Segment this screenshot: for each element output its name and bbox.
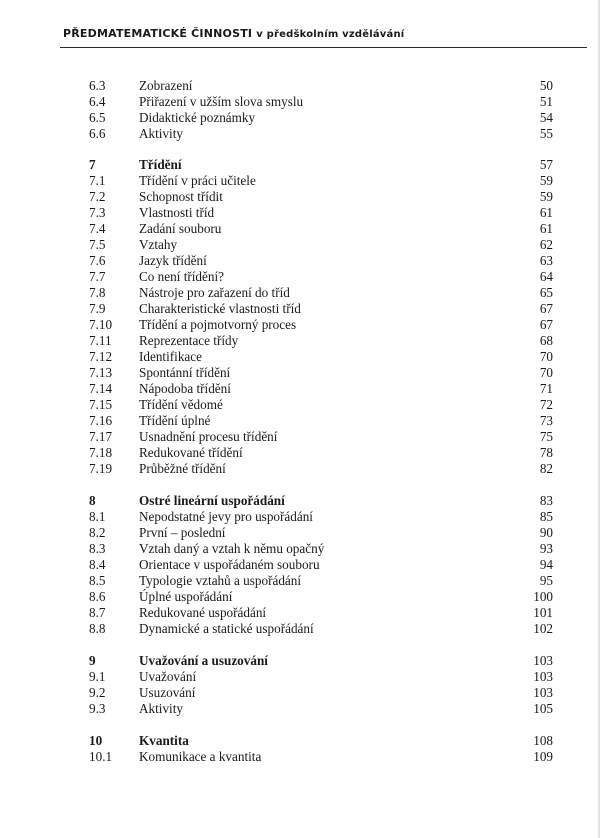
toc-number: 7.5 xyxy=(89,237,106,252)
toc-row xyxy=(0,269,600,285)
toc-page-number: 73 xyxy=(539,413,553,428)
toc-row xyxy=(0,669,600,685)
toc-number: 6.4 xyxy=(89,94,106,109)
toc-number: 8.4 xyxy=(89,557,106,572)
toc-chapter-row xyxy=(0,157,600,173)
toc-page-number: 63 xyxy=(539,253,553,268)
toc-number: 7.10 xyxy=(89,317,113,332)
toc-row xyxy=(0,509,600,525)
toc-chapter-row xyxy=(0,493,600,509)
toc-title: Třídění a pojmotvorný proces xyxy=(139,317,297,332)
toc-page-number: 61 xyxy=(539,221,553,236)
toc-page-number: 78 xyxy=(539,445,553,460)
toc-page-number: 109 xyxy=(533,749,553,764)
toc-title: Ostré lineární uspořádání xyxy=(139,493,285,508)
toc-row xyxy=(0,749,600,765)
toc-page-number: 57 xyxy=(539,157,553,172)
toc-title: Redukované třídění xyxy=(139,445,243,460)
toc-title: Vztahy xyxy=(139,237,178,252)
toc-row xyxy=(0,285,600,301)
toc-number: 7 xyxy=(89,157,96,172)
toc-row xyxy=(0,557,600,573)
toc-number: 7.11 xyxy=(89,333,112,348)
toc-number: 10.1 xyxy=(89,749,113,764)
toc-page-number: 101 xyxy=(533,605,553,620)
toc-row xyxy=(0,605,600,621)
toc-number: 9.2 xyxy=(89,685,106,700)
toc-page-number: 103 xyxy=(533,685,553,700)
toc-title: Vlastnosti tříd xyxy=(139,205,215,220)
toc-row xyxy=(0,685,600,701)
toc-number: 8.7 xyxy=(89,605,106,620)
toc-title: Zadání souboru xyxy=(139,221,222,236)
toc-number: 7.12 xyxy=(89,349,113,364)
toc-number: 7.3 xyxy=(89,205,106,220)
toc-number: 8.2 xyxy=(89,525,106,540)
toc-title: Přiřazení v užším slova smyslu xyxy=(139,94,304,109)
toc-number: 7.4 xyxy=(89,221,106,236)
toc-title: Identifikace xyxy=(139,349,202,364)
toc-title: Schopnost třídit xyxy=(139,189,223,204)
toc-number: 9.3 xyxy=(89,701,106,716)
toc-page-number: 82 xyxy=(539,461,553,476)
toc-page-number: 93 xyxy=(539,541,553,556)
toc-row xyxy=(0,413,600,429)
toc-page-number: 65 xyxy=(539,285,553,300)
toc-number: 7.19 xyxy=(89,461,113,476)
toc-title: Nepodstatné jevy pro uspořádání xyxy=(139,509,313,524)
toc-number: 9.1 xyxy=(89,669,106,684)
toc-number: 6.3 xyxy=(89,78,106,93)
toc-row xyxy=(0,573,600,589)
toc-number: 8.3 xyxy=(89,541,106,556)
toc-row xyxy=(0,589,600,605)
toc-title: Kvantita xyxy=(139,733,189,748)
toc-number: 6.6 xyxy=(89,126,106,141)
toc-title: Jazyk třídění xyxy=(139,253,207,268)
toc-number: 7.1 xyxy=(89,173,106,188)
toc-page-number: 103 xyxy=(533,653,553,668)
toc-number: 7.18 xyxy=(89,445,113,460)
toc-page-number: 67 xyxy=(539,301,553,316)
toc-title: Spontánní třídění xyxy=(139,365,231,380)
toc-row xyxy=(0,253,600,269)
toc-page-number: 72 xyxy=(539,397,553,412)
header-title-rest: v předškolním vzdělávání xyxy=(256,29,405,40)
toc-title: Vztah daný a vztah k němu opačný xyxy=(139,541,325,556)
toc-row xyxy=(0,381,600,397)
toc-title: Usnadnění procesu třídění xyxy=(139,429,278,444)
toc-row xyxy=(0,173,600,189)
toc-title: Dynamické a statické uspořádání xyxy=(139,621,314,636)
toc-row xyxy=(0,365,600,381)
toc-title: Třídění xyxy=(139,157,182,172)
toc-page-number: 105 xyxy=(533,701,553,716)
toc-number: 8.1 xyxy=(89,509,106,524)
toc-title: Aktivity xyxy=(139,126,183,141)
toc-page-number: 64 xyxy=(539,269,553,284)
toc-number: 7.8 xyxy=(89,285,106,300)
toc-number: 7.9 xyxy=(89,301,106,316)
toc-page-number: 59 xyxy=(539,189,553,204)
toc-chapter-row xyxy=(0,733,600,749)
toc-title: Třídění vědomé xyxy=(139,397,223,412)
toc-number: 8 xyxy=(89,493,96,508)
toc-page-number: 61 xyxy=(539,205,553,220)
toc-row xyxy=(0,126,600,142)
toc-page-number: 70 xyxy=(539,365,553,380)
toc-title: Komunikace a kvantita xyxy=(139,749,262,764)
toc-number: 8.6 xyxy=(89,589,106,604)
toc-title: Orientace v uspořádaném souboru xyxy=(139,557,320,572)
toc-page-number: 100 xyxy=(533,589,553,604)
toc-title: První – poslední xyxy=(139,525,226,540)
toc-page-number: 108 xyxy=(533,733,553,748)
toc-number: 7.7 xyxy=(89,269,106,284)
toc-title: Redukované uspořádání xyxy=(139,605,267,620)
toc-title: Reprezentace třídy xyxy=(139,333,239,348)
toc-row xyxy=(0,525,600,541)
toc-title: Didaktické poznámky xyxy=(139,110,256,125)
toc-row xyxy=(0,221,600,237)
toc-page-number: 55 xyxy=(539,126,553,141)
toc-row xyxy=(0,349,600,365)
toc-number: 7.14 xyxy=(89,381,113,396)
toc-page-number: 85 xyxy=(539,509,553,524)
toc-page-number: 75 xyxy=(539,429,553,444)
toc-number: 6.5 xyxy=(89,110,106,125)
toc-title: Aktivity xyxy=(139,701,183,716)
toc-title: Usuzování xyxy=(139,685,196,700)
toc-number: 8.5 xyxy=(89,573,106,588)
toc-title: Třídění v práci učitele xyxy=(139,173,256,188)
toc-page-number: 54 xyxy=(539,110,553,125)
toc-row xyxy=(0,445,600,461)
toc-page-number: 51 xyxy=(539,94,553,109)
toc-title: Co není třídění? xyxy=(139,269,224,284)
toc-title: Charakteristické vlastnosti tříd xyxy=(139,301,301,316)
toc-row xyxy=(0,541,600,557)
toc-title: Nápodoba třídění xyxy=(139,381,231,396)
toc-title: Úplné uspořádání xyxy=(139,589,233,604)
toc-title: Uvažování xyxy=(139,669,197,684)
toc-number: 7.16 xyxy=(89,413,113,428)
toc-page-number: 67 xyxy=(539,317,553,332)
toc-page-number: 94 xyxy=(539,557,553,572)
toc-row xyxy=(0,461,600,477)
toc-page-number: 90 xyxy=(539,525,553,540)
toc-page-number: 102 xyxy=(533,621,553,636)
toc-title: Nástroje pro zařazení do tříd xyxy=(139,285,290,300)
toc-page-number: 103 xyxy=(533,669,553,684)
toc-row xyxy=(0,317,600,333)
toc-page-number: 70 xyxy=(539,349,553,364)
toc-row xyxy=(0,397,600,413)
toc-row xyxy=(0,110,600,126)
toc-row xyxy=(0,189,600,205)
toc-row xyxy=(0,621,600,637)
toc-number: 7.17 xyxy=(89,429,113,444)
toc-title: Třídění úplné xyxy=(139,413,211,428)
toc-title: Uvažování a usuzování xyxy=(139,653,268,668)
toc-row xyxy=(0,237,600,253)
toc-page-number: 62 xyxy=(539,237,553,252)
toc-number: 7.15 xyxy=(89,397,113,412)
toc-page-number: 95 xyxy=(539,573,553,588)
toc-page-number: 59 xyxy=(539,173,553,188)
toc-row xyxy=(0,301,600,317)
toc-row xyxy=(0,205,600,221)
toc-number: 7.2 xyxy=(89,189,106,204)
toc-row xyxy=(0,94,600,110)
toc-title: Typologie vztahů a uspořádání xyxy=(139,573,302,588)
toc-page-number: 50 xyxy=(539,78,553,93)
header-title-bold: PŘEDMATEMATICKÉ ČINNOSTI xyxy=(63,27,253,40)
toc-title: Zobrazení xyxy=(139,78,193,93)
toc-number: 7.6 xyxy=(89,253,106,268)
toc-title: Průběžné třídění xyxy=(139,461,226,476)
toc-page-number: 83 xyxy=(539,493,553,508)
toc-number: 9 xyxy=(89,653,96,668)
toc-chapter-row xyxy=(0,653,600,669)
toc-number: 10 xyxy=(89,733,103,748)
toc-row xyxy=(0,333,600,349)
toc-row xyxy=(0,429,600,445)
toc-page-number: 68 xyxy=(539,333,553,348)
toc-row xyxy=(0,78,600,94)
toc-row xyxy=(0,701,600,717)
toc-number: 8.8 xyxy=(89,621,106,636)
toc-number: 7.13 xyxy=(89,365,113,380)
toc-page-number: 71 xyxy=(539,381,553,396)
